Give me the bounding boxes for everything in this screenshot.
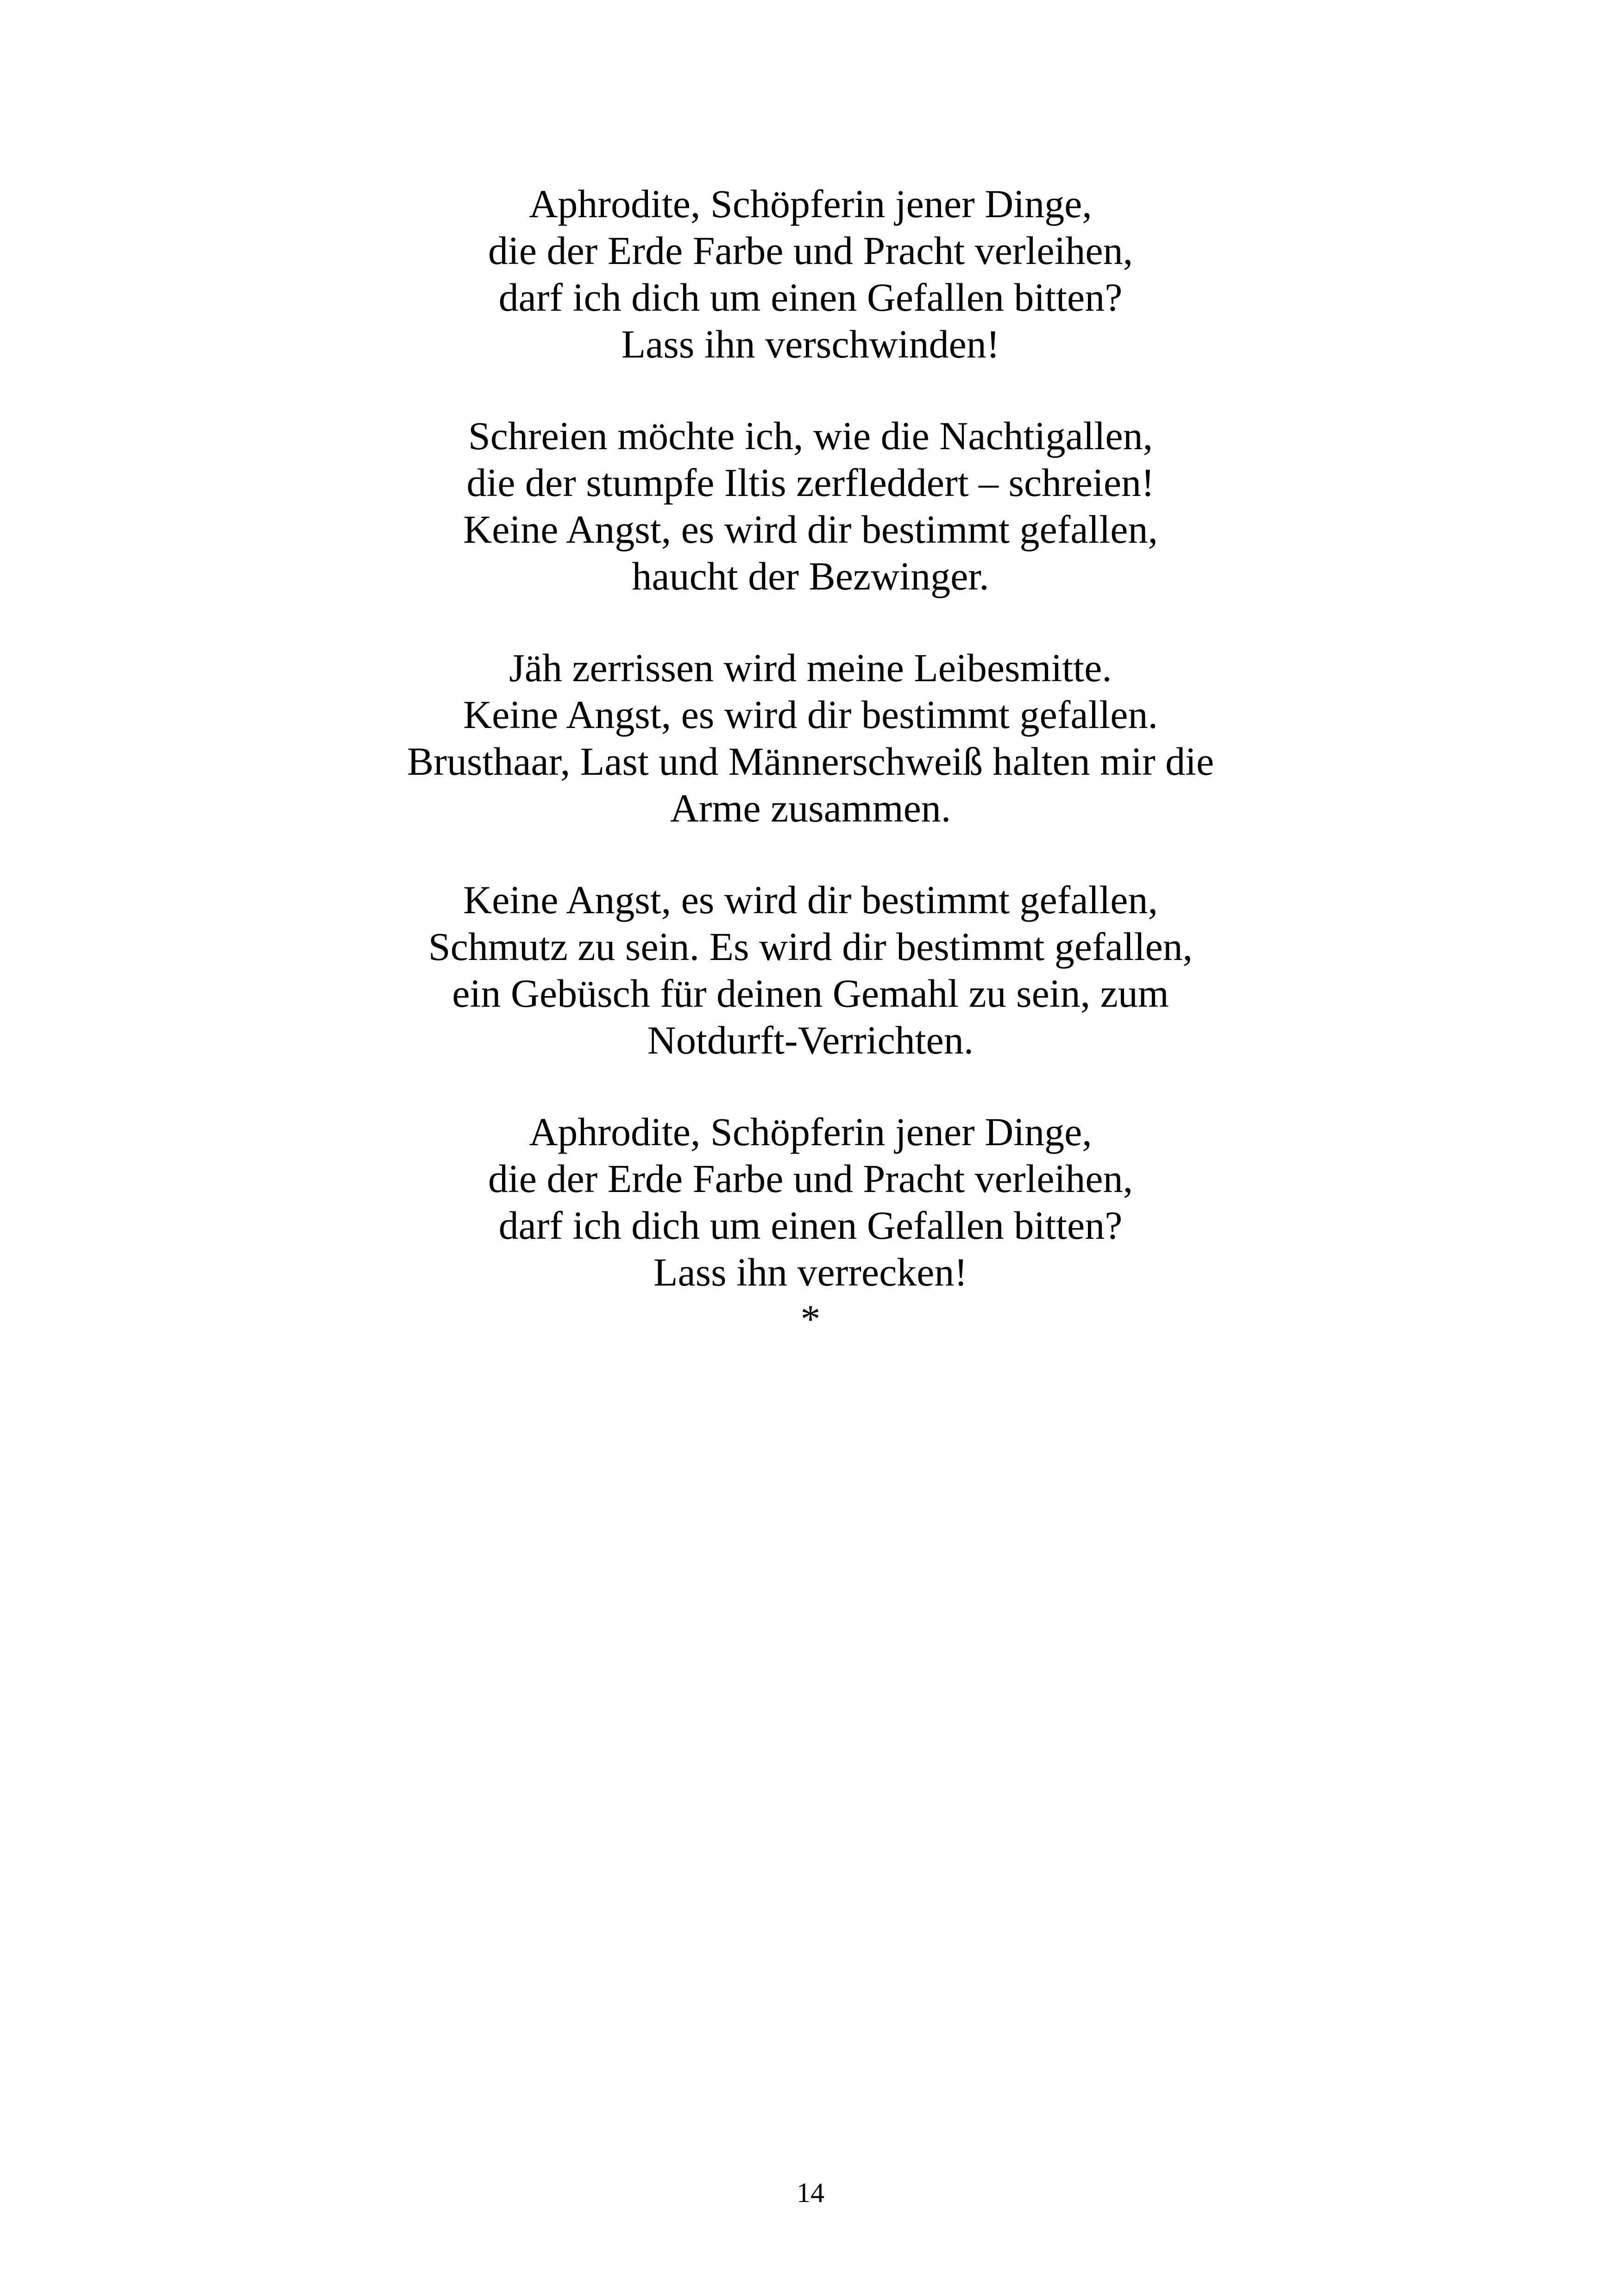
stanza-5 (0, 1109, 1621, 1342)
poem-line: darf ich dich um einen Gefallen bitten? (498, 275, 1123, 320)
section-end-asterisk: * (800, 1297, 821, 1341)
poem-line: Lass ihn verrecken! (653, 1250, 968, 1294)
poem-line: Arme zusammen. (670, 786, 951, 830)
poem-line: ein Gebüsch für deinen Gemahl zu sein, zum (452, 971, 1169, 1016)
poem-line: darf ich dich um einen Gefallen bitten? (498, 1203, 1123, 1248)
poem-line: Schreien möchte ich, wie die Nachtigallen, (468, 414, 1153, 458)
poem-line: Lass ihn verschwinden! (621, 322, 1000, 366)
poem-line: Schmutz zu sein. Es wird dir bestimmt gefallen, (428, 924, 1193, 969)
stanza-2 (0, 413, 1621, 600)
page-number: 14 (797, 2177, 824, 2208)
poem-line: Aphrodite, Schöpferin jener Dinge, (529, 182, 1092, 226)
poem-line: die der stumpfe Iltis zerfleddert – schreien! (466, 460, 1155, 505)
stanza-4 (0, 877, 1621, 1064)
poem-line: Keine Angst, es wird dir bestimmt gefallen, (463, 878, 1158, 922)
poem-line: Aphrodite, Schöpferin jener Dinge, (529, 1110, 1092, 1154)
poem-line: Keine Angst, es wird dir bestimmt gefallen, (463, 507, 1158, 552)
stanza-3 (0, 645, 1621, 832)
poem (0, 181, 1621, 1387)
poem-line: Keine Angst, es wird dir bestimmt gefallen. (463, 692, 1158, 737)
poem-line: Notdurft-Verrichten. (647, 1018, 974, 1062)
poem-line: Jäh zerrissen wird meine Leibesmitte. (509, 646, 1112, 690)
poem-line: Brusthaar, Last und Männerschweiß halten mir die (407, 739, 1214, 784)
poem-line: haucht der Bezwinger. (632, 554, 989, 598)
poem-line: die der Erde Farbe und Pracht verleihen, (488, 228, 1133, 273)
stanza-1 (0, 181, 1621, 368)
poem-line: die der Erde Farbe und Pracht verleihen, (488, 1156, 1133, 1201)
